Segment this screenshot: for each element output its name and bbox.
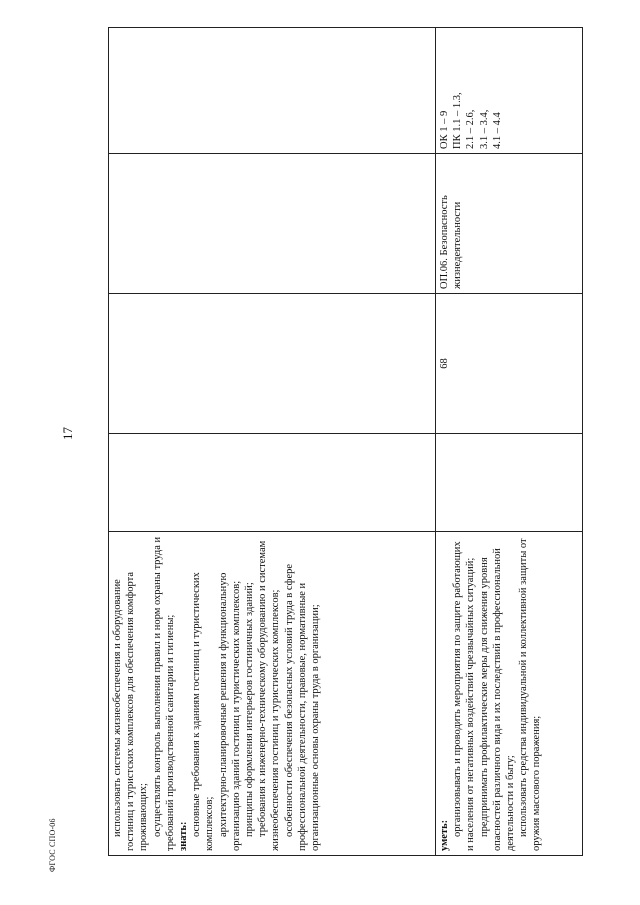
requirement-line: использовать системы жизнеобеспечения и оборудование гостиниц и туристских комплексов для обеспечения комфорта проживающих; (112, 572, 150, 851)
competency-code: ПК 1.1 – 1.3, (452, 92, 464, 149)
competency-code: 2.1 – 2.6, (465, 109, 477, 149)
competencies-cell (109, 28, 436, 154)
competency-code: 4.1 – 4.4 (491, 112, 503, 149)
curriculum-table-frame (108, 28, 576, 856)
page-number: 17 (60, 427, 75, 440)
discipline-name: ОП.06. Безопасность жизнедеятельности (439, 195, 464, 289)
hours-value: 68 (436, 294, 583, 434)
discipline-cell (109, 154, 436, 294)
table-row (109, 28, 436, 856)
footer-standard-code: ФГОС СПО-06 (48, 818, 57, 872)
requirement-line: особенности обеспечения безопасных условий труда в сфере профессиональной деятельности, правовые, нормативные и организационные основы охраны труда в организации; (283, 563, 322, 851)
section-heading: уметь: (439, 819, 450, 851)
requirements-cell (109, 532, 436, 856)
section-heading: знать: (178, 821, 190, 851)
competencies-cell (436, 28, 583, 154)
hours-cell (109, 294, 436, 434)
requirement-line: требования к инженерно-техническому оборудованию и системам жизнеобеспечения гостиниц и туристических комплексов; (257, 540, 282, 851)
hours-cell (109, 434, 436, 532)
requirement-line: осуществлять контроль выполнения правил и норм охраны труда и требований производственной санитарии и гигиены; (151, 536, 176, 851)
curriculum-table (108, 27, 583, 856)
requirement-line: организовывать и проводить мероприятия по защите работающих и населения от негативных воздействий чрезвычайных ситуаций; (452, 541, 477, 851)
requirement-line: архитектурно-планировочные решения и функциональную организацию зданий гостиниц и туристических комплексов; (217, 572, 242, 851)
requirement-line: основные требования к зданиям гостиниц и туристических комплексов; (191, 572, 216, 851)
requirement-line: принципы оформления интерьеров гостиничных зданий; (244, 582, 256, 837)
table-row (436, 28, 583, 856)
hours-cell (436, 434, 583, 532)
discipline-cell (436, 154, 583, 294)
requirement-line: использовать средства индивидуальной и коллективной защиты от оружия массового поражения; (518, 538, 543, 851)
requirements-cell (436, 532, 583, 856)
competency-code: ОК 1 – 9 (439, 110, 450, 149)
competency-code: 3.1 – 3.4, (478, 109, 490, 149)
requirement-line: предпринимать профилактические меры для снижения уровня опасностей различного вида и их последствий в профессиональной деятельности и быту; (478, 548, 517, 851)
